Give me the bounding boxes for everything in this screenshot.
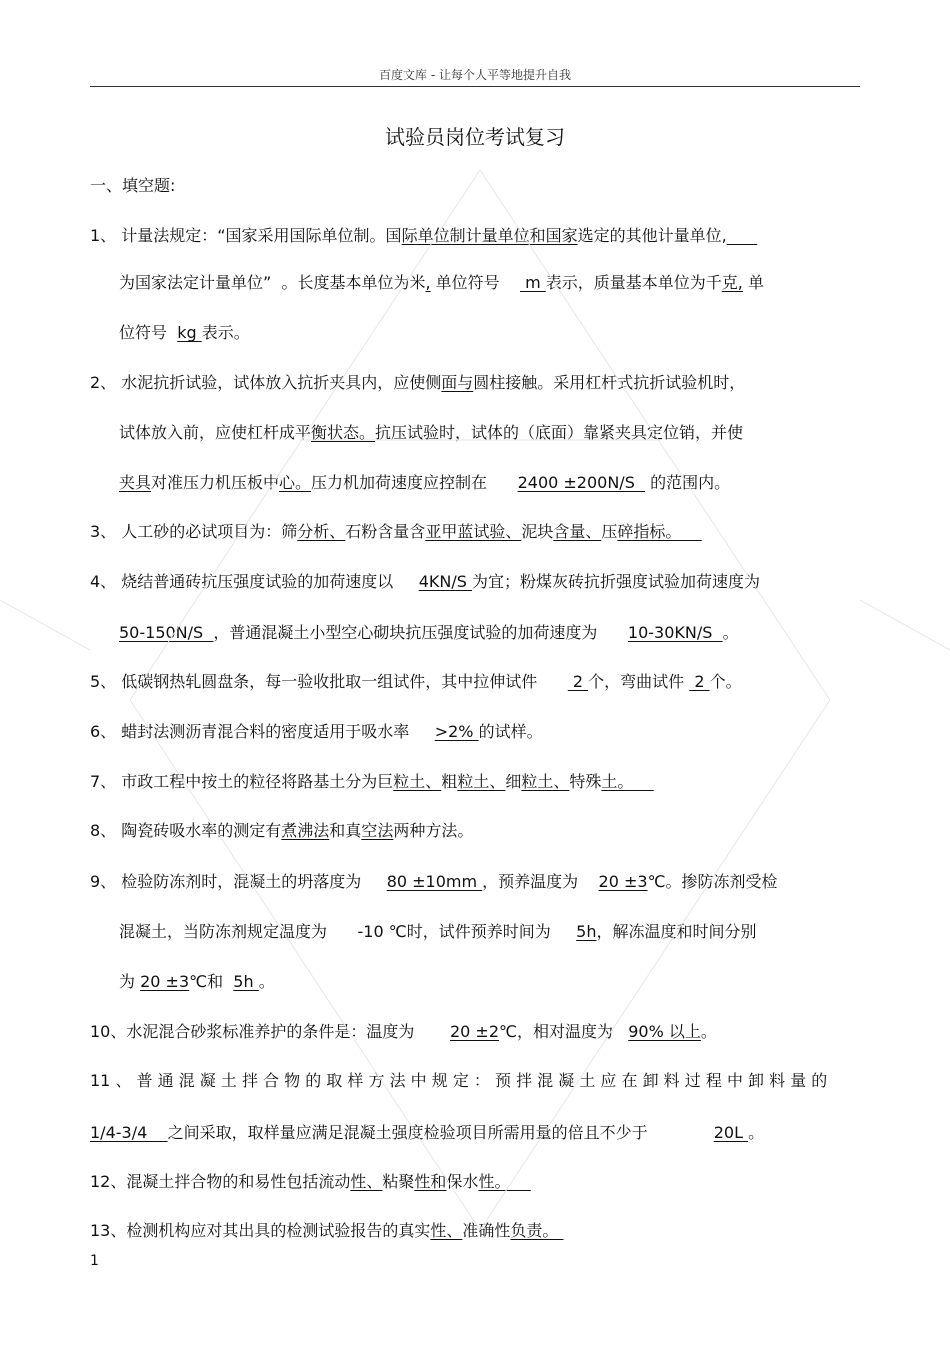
answer-blank: 10-30KN/S [627, 623, 723, 642]
question-text: 两种方法。 [393, 821, 474, 840]
question-text: 保水 [446, 1172, 479, 1191]
answer-blank: m [520, 273, 546, 292]
question-text: ℃和 [189, 972, 234, 991]
question-text: 。 [700, 1022, 717, 1041]
question-line [90, 1123, 764, 1143]
question-text: 单位符号 [430, 273, 520, 292]
question-text: 的试样。 [478, 722, 543, 741]
question-text: 和真 [329, 821, 362, 840]
header-divider [90, 86, 860, 87]
answer-blank: 心。 [279, 473, 312, 492]
question-line [90, 1172, 531, 1192]
question-text: 7、 市政工程中按土的粒径将路基土分为巨 [90, 772, 394, 791]
answer-blank: 面与 [441, 373, 474, 392]
question-line [90, 1071, 827, 1091]
answer-blank: 粒土、 [521, 772, 570, 791]
answer-blank: 20 ±2 [449, 1022, 499, 1041]
answer-blank: 2 [567, 672, 589, 691]
page-number: 1 [90, 1253, 99, 1269]
question-line [90, 722, 543, 742]
question-text: 细 [505, 772, 522, 791]
answer-blank: 衡状态。 [311, 423, 376, 442]
answer-blank: 亚甲蓝试验、 [425, 522, 522, 541]
answer-blank: 碎指标。 [617, 522, 702, 541]
question-text: 抗压试验时，试体的（底面）靠紧夹具定位销，并使 [375, 423, 744, 442]
question-text: 压 [601, 522, 618, 541]
question-text: 5、 低碳钢热轧圆盘条，每一验收批取一组试件，其中拉伸试件 [90, 672, 568, 691]
answer-blank [727, 226, 758, 245]
answer-blank: 负责。 [510, 1221, 564, 1240]
question-text: 。 [258, 972, 275, 991]
question-text: 的范围内。 [645, 473, 731, 492]
answer-blank: 80 ±10mm [386, 872, 483, 891]
question-text: 选定的其他计量单位, [577, 226, 727, 245]
answer-blank: 夹具 [119, 473, 152, 492]
question-line [90, 672, 742, 692]
answer-blank: 土。 [601, 772, 654, 791]
answer-blank: , [425, 273, 431, 292]
question-text: 12、混凝土拌合物的和易性包括流动 [90, 1172, 351, 1191]
document-title: 试验员岗位考试复习 [385, 125, 565, 149]
question-text: 6、 蜡封法测沥青混合料的密度适用于吸水率 [90, 722, 435, 741]
question-text: 2、 水泥抗折试验，试体放入抗折夹具内，应使侧 [90, 373, 442, 392]
answer-blank: 际单位制计量单位和国家 [401, 226, 578, 245]
question-text: 4、 烧结普通砖抗压强度试验的加荷速度以 [90, 572, 419, 591]
answer-blank: 20 ±3 [140, 972, 190, 991]
question-text: 1、 计量法规定：“国家采用国际单位制。国 [90, 226, 402, 245]
question-line [119, 423, 743, 443]
answer-blank: 性、 [430, 1221, 463, 1240]
question-text: 石粉含量含 [345, 522, 426, 541]
question-line [90, 821, 473, 841]
question-text: 单 [742, 273, 764, 292]
answer-blank: 空法 [361, 821, 394, 840]
answer-blank: 90% 以上 [628, 1022, 701, 1041]
question-line [90, 1221, 564, 1241]
question-text: 。 [748, 1123, 765, 1142]
question-text: 为国家法定计量单位” 。长度基本单位为米 [119, 273, 426, 292]
question-text: 圆柱接触。采用杠杆式抗折试验机时， [473, 373, 746, 392]
question-text: 8、 陶瓷砖吸水率的测定有 [90, 821, 282, 840]
question-text: ℃，相对温度为 [499, 1022, 629, 1041]
question-text: 压力机加荷速度应控制在 [311, 473, 518, 492]
answer-blank: 5h [233, 972, 259, 991]
question-text: 粘聚 [382, 1172, 415, 1191]
question-line [90, 1022, 717, 1042]
question-text: ，预养温度为 [482, 872, 599, 891]
answer-blank: 分析、 [297, 522, 346, 541]
answer-blank: 20L [713, 1123, 749, 1142]
question-text: 为宜；粉煤灰砖抗折强度试验加荷速度为 [471, 572, 760, 591]
question-text: 10、水泥混合砂浆标准养护的条件是：温度为 [90, 1022, 450, 1041]
question-text: 对准压力机压板中 [151, 473, 280, 492]
question-text: 3、 人工砂的必试项目为：筛 [90, 522, 298, 541]
answer-blank: 含量、 [553, 522, 602, 541]
question-text: 为 [119, 972, 141, 991]
answer-blank: 粒土、 [393, 772, 442, 791]
page-header: 百度文库 - 让每个人平等地提升自我 [379, 68, 571, 82]
question-text: 位符号 [119, 323, 178, 342]
question-text: ，普通混凝土小型空心砌块抗压强度试验的加荷速度为 [213, 623, 628, 642]
question-text: 11 、 普 通 混 凝 土 拌 合 物 的 取 样 方 法 中 规 定 ： 预 拌 混 凝 土 应 在 卸 料 过 程 中 卸 料 量 的 [90, 1071, 828, 1090]
question-text: 泥块 [521, 522, 554, 541]
question-text: 13、检测机构应对其出具的检测试验报告的真实 [90, 1221, 431, 1240]
question-text: 个。 [709, 672, 742, 691]
answer-blank: 性和 [414, 1172, 447, 1191]
answer-blank: >2% [434, 722, 479, 741]
answer-blank: 50-150N/S [119, 623, 214, 642]
answer-blank: 性。 [478, 1172, 531, 1191]
question-text: 特殊 [569, 772, 602, 791]
question-line [90, 226, 757, 246]
answer-blank: 1/4-3/4 [90, 1123, 168, 1142]
answer-blank: 20 ±3 [598, 872, 648, 891]
answer-blank: 5h [576, 922, 597, 941]
question-text: 个，弯曲试件 [588, 672, 690, 691]
question-line [119, 323, 250, 343]
question-line [90, 572, 760, 592]
question-line [90, 772, 654, 792]
question-text: 混凝土，当防冻剂规定温度为 -10 ℃时，试件预养时间为 [119, 922, 577, 941]
question-text: 9、 检验防冻剂时，混凝土的坍落度为 [90, 872, 387, 891]
question-text: 粗 [441, 772, 458, 791]
answer-blank: 煮沸法 [281, 821, 330, 840]
answer-blank: kg [177, 323, 202, 342]
question-line [119, 972, 275, 992]
question-text: 准确性 [462, 1221, 511, 1240]
question-text: ℃。掺防冻剂受检 [647, 872, 778, 891]
question-text: 之间采取，取样量应满足混凝土强度检验项目所需用量的倍且不少于 [167, 1123, 714, 1142]
section-heading: 一、填空题: [90, 176, 176, 195]
question-line [90, 522, 702, 542]
question-line [90, 373, 745, 393]
question-line [119, 922, 756, 942]
question-line [119, 623, 739, 643]
question-line [90, 872, 778, 892]
answer-blank: 4KN/S [418, 572, 472, 591]
question-text: 表示。 [201, 323, 250, 342]
question-text: 试体放入前，应使杠杆成平 [119, 423, 312, 442]
question-line [119, 273, 764, 293]
answer-blank: 克, [721, 273, 743, 292]
question-text: 。 [722, 623, 739, 642]
question-line [119, 473, 730, 493]
answer-blank: 2 [689, 672, 710, 691]
question-text: 表示，质量基本单位为千 [545, 273, 722, 292]
answer-blank: 2400 ±200N/S [517, 473, 646, 492]
answer-blank: 粒土、 [457, 772, 506, 791]
answer-blank: 性、 [350, 1172, 383, 1191]
question-text: ，解冻温度和时间分别 [596, 922, 757, 941]
